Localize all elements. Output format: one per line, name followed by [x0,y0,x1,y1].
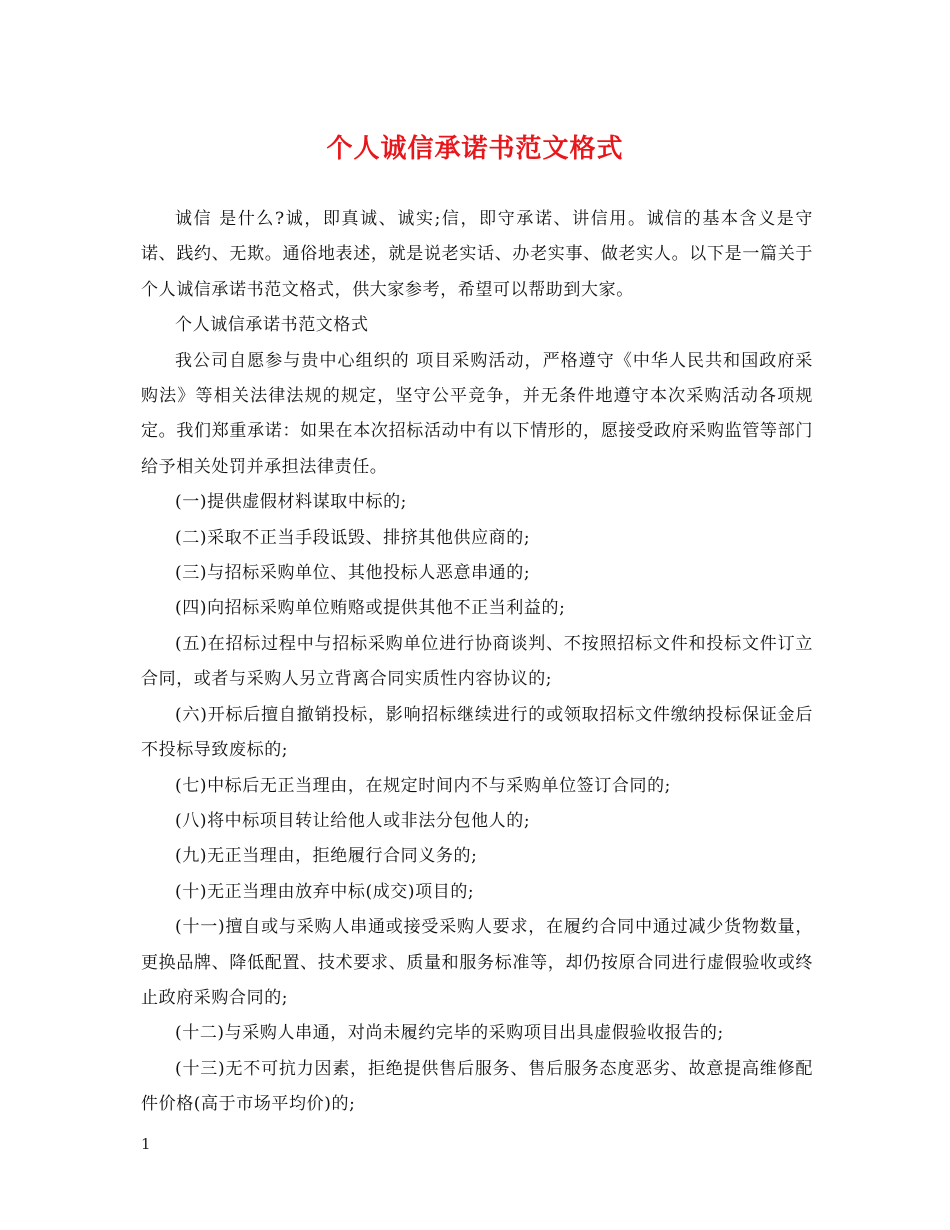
list-item-1: (一)提供虚假材料谋取中标的; [175,492,407,513]
list-item-3: (三)与招标采购单位、其他投标人恶意串通的; [175,563,531,584]
document-body [141,202,813,1123]
list-item-10: (十)无正当理由放弃中标(成交)项目的; [175,881,475,902]
list-item-9: (九)无正当理由，拒绝履行合同义务的; [175,846,478,867]
list-item-5: (五)在招标过程中与招标采购单位进行协商谈判、不按照招标文件和投标文件订立合同，或者与采购人另立背离合同实质性内容协议的; [141,633,813,690]
document-title: 个人诚信承诺书范文格式 [326,134,624,164]
paragraph-intro: 诚信 是什么?诚，即真诚、诚实;信，即守承诺、讲信用。诚信的基本含义是守诺、践约、无欺。通俗地表述，就是说老实话、办老实事、做老实人。以下是一篇关于个人诚信承诺书范文格式，供大家参考，希望可以帮助到大家。 [141,209,813,300]
list-item-4: (四)向招标采购单位贿赂或提供其他不正当利益的; [175,598,566,619]
list-item-12: (十二)与采购人串通，对尚未履约完毕的采购项目出具虚假验收报告的; [175,1023,724,1044]
paragraph-subtitle: 个人诚信承诺书范文格式 [175,315,369,336]
list-item-13: (十三)无不可抗力因素，拒绝提供售后服务、售后服务态度恶劣、故意提高维修配件价格(高于市场平均价)的; [141,1058,813,1115]
list-item-8: (八)将中标项目转让给他人或非法分包他人的; [175,810,531,831]
list-item-11: (十一)擅自或与采购人串通或接受采购人要求，在履约合同中通过减少货物数量，更换品牌、降低配置、技术要求、质量和服务标准等，却仍按原合同进行虚假验收或终止政府采购合同的; [141,917,813,1008]
list-item-2: (二)采取不正当手段诋毁、排挤其他供应商的; [175,527,531,548]
paragraph-commitment: 我公司自愿参与贵中心组织的 项目采购活动，严格遵守《中华人民共和国政府采购法》等相关法律法规的规定，坚守公平竞争，并无条件地遵守本次采购活动各项规定。我们郑重承诺：如果在本次招标活动中有以下情形的，愿接受政府采购监管等部门给予相关处罚并承担法律责任。 [141,350,813,477]
list-item-7: (七)中标后无正当理由，在规定时间内不与采购单位签订合同的; [175,775,671,796]
list-item-6: (六)开标后擅自撤销投标，影响招标继续进行的或领取招标文件缴纳投标保证金后不投标导致废标的; [141,704,813,761]
page-number: 1 [141,1135,151,1153]
